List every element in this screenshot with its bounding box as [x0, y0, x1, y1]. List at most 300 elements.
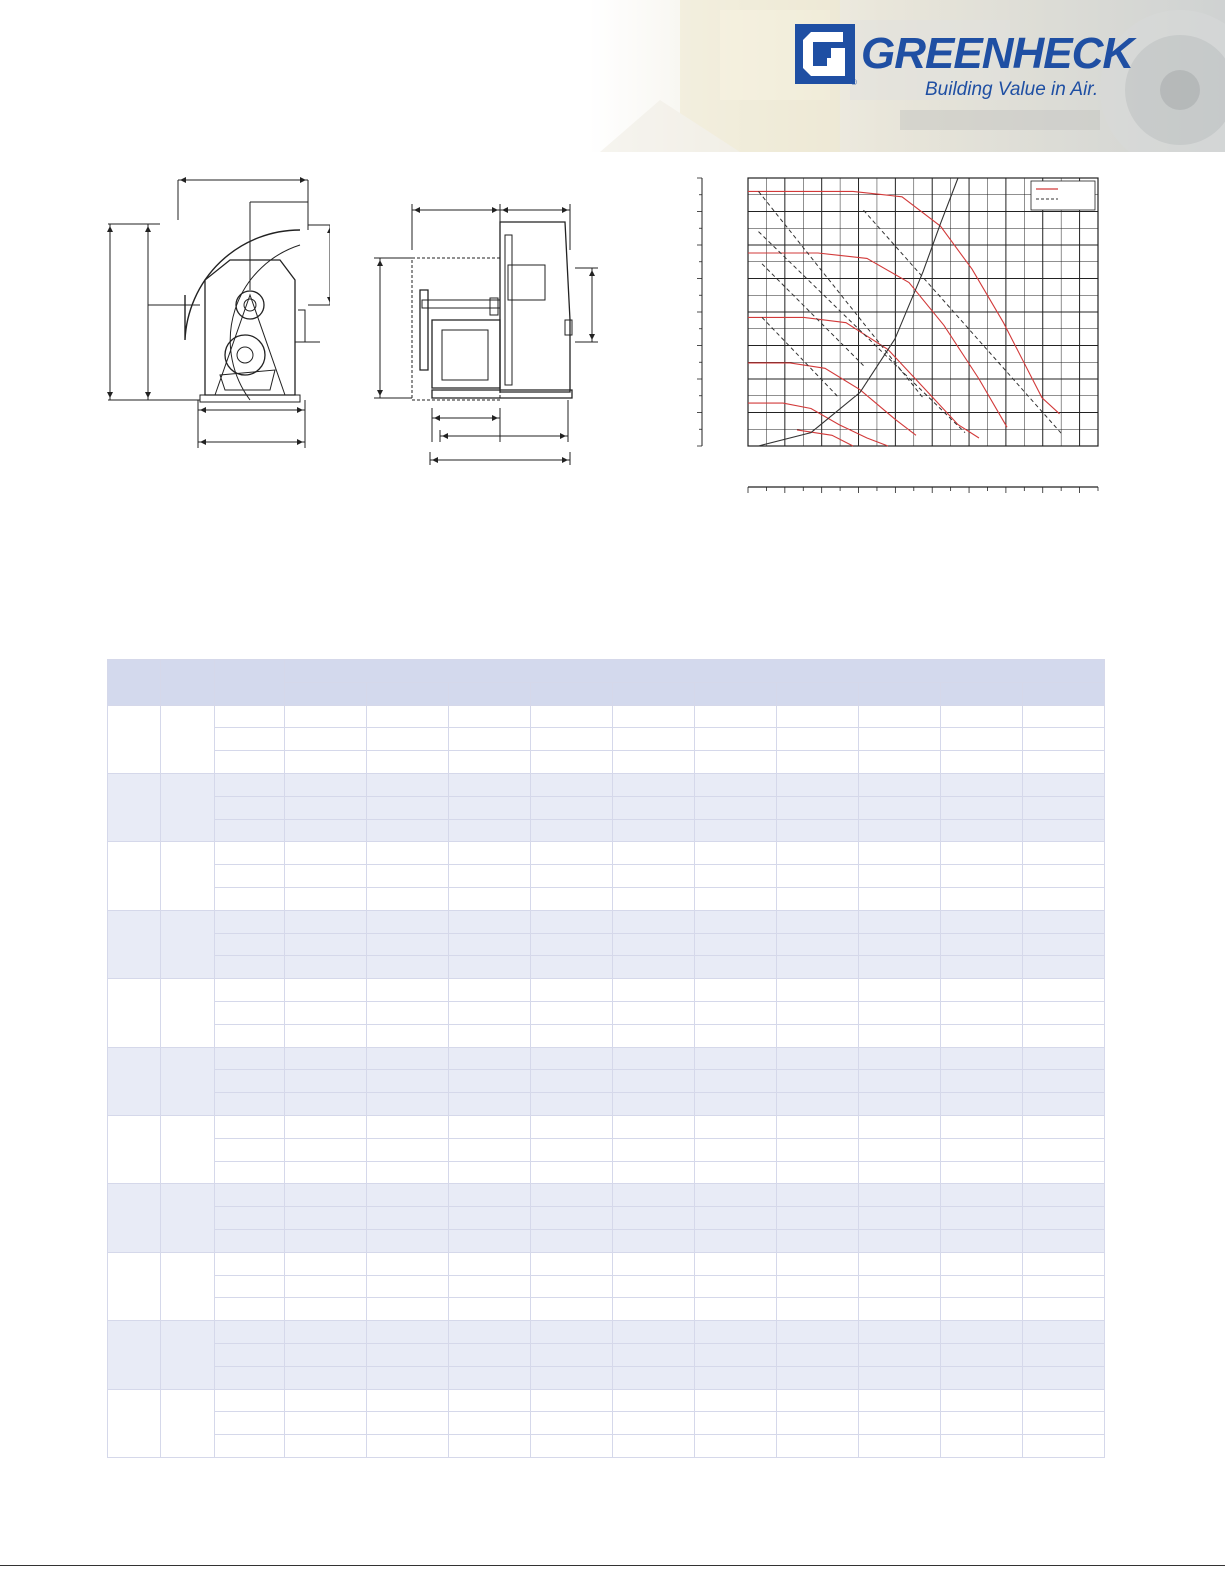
row-label-cell: [215, 1366, 285, 1389]
table-cell: [531, 842, 613, 865]
table-cell: [285, 1412, 367, 1435]
table-cell: [613, 773, 695, 796]
table-cell: [449, 1366, 531, 1389]
table-cell: [1023, 1366, 1105, 1389]
table-cell: [367, 1229, 449, 1252]
table-cell: [777, 773, 859, 796]
header-subcell: [941, 682, 1023, 705]
row-label-cell: [215, 1435, 285, 1458]
table-cell: [531, 1389, 613, 1412]
header-subcell: [859, 682, 941, 705]
table-cell: [777, 751, 859, 774]
table-cell: [859, 1343, 941, 1366]
table-cell: [1023, 1229, 1105, 1252]
row-label-cell: [215, 887, 285, 910]
table-cell: [859, 1298, 941, 1321]
table-cell: [695, 1412, 777, 1435]
table-cell: [941, 796, 1023, 819]
table-cell: [531, 865, 613, 888]
table-cell: [531, 933, 613, 956]
table-row: [108, 910, 1105, 933]
table-cell: [367, 1343, 449, 1366]
row-label-cell: [215, 1001, 285, 1024]
header-subcell: [285, 682, 367, 705]
table-cell: [777, 865, 859, 888]
table-cell: [449, 1389, 531, 1412]
row-label-cell: [215, 1207, 285, 1230]
table-cell: [777, 1070, 859, 1093]
table-cell: [285, 1161, 367, 1184]
table-cell: [613, 1070, 695, 1093]
table-cell: [285, 1229, 367, 1252]
table-cell: [449, 1070, 531, 1093]
table-row: [108, 1093, 1105, 1116]
table-cell: [367, 1412, 449, 1435]
table-cell: [859, 728, 941, 751]
table-cell: [695, 819, 777, 842]
group-cell: [161, 842, 215, 910]
table-cell: [449, 1252, 531, 1275]
table-cell: [1023, 1093, 1105, 1116]
table-cell: [531, 1070, 613, 1093]
table-cell: [777, 887, 859, 910]
table-cell: [941, 1138, 1023, 1161]
table-row: [108, 1161, 1105, 1184]
table-cell: [449, 1275, 531, 1298]
table-cell: [941, 1321, 1023, 1344]
table-cell: [777, 1207, 859, 1230]
table-cell: [367, 796, 449, 819]
table-cell: [1023, 728, 1105, 751]
table-row: [108, 1047, 1105, 1070]
group-cell: [108, 1389, 161, 1457]
table-cell: [777, 1366, 859, 1389]
table-row: [108, 1070, 1105, 1093]
row-label-cell: [215, 1024, 285, 1047]
table-cell: [695, 1115, 777, 1138]
table-cell: [1023, 910, 1105, 933]
table-cell: [1023, 1047, 1105, 1070]
table-cell: [695, 728, 777, 751]
table-cell: [531, 887, 613, 910]
table-cell: [695, 1366, 777, 1389]
table-cell: [285, 1389, 367, 1412]
table-row: [108, 1343, 1105, 1366]
table-cell: [777, 1161, 859, 1184]
table-cell: [285, 728, 367, 751]
table-cell: [777, 1229, 859, 1252]
table-cell: [695, 979, 777, 1002]
table-cell: [941, 956, 1023, 979]
table-row: [108, 728, 1105, 751]
table-cell: [695, 705, 777, 728]
table-cell: [695, 910, 777, 933]
row-label-cell: [215, 956, 285, 979]
table-cell: [367, 1275, 449, 1298]
table-cell: [941, 1115, 1023, 1138]
table-cell: [695, 1321, 777, 1344]
table-cell: [695, 1138, 777, 1161]
table-cell: [859, 1412, 941, 1435]
table-cell: [941, 842, 1023, 865]
row-label-cell: [215, 728, 285, 751]
table-cell: [695, 751, 777, 774]
table-cell: [531, 773, 613, 796]
spec-table-header: [108, 660, 1105, 706]
row-label-cell: [215, 1070, 285, 1093]
table-cell: [613, 1275, 695, 1298]
table-cell: [859, 887, 941, 910]
table-cell: [1023, 1389, 1105, 1412]
table-cell: [859, 1093, 941, 1116]
table-cell: [613, 979, 695, 1002]
table-cell: [367, 1001, 449, 1024]
row-label-cell: [215, 819, 285, 842]
table-cell: [449, 887, 531, 910]
table-cell: [1023, 1207, 1105, 1230]
table-cell: [777, 1389, 859, 1412]
table-cell: [695, 1298, 777, 1321]
table-cell: [695, 1047, 777, 1070]
table-cell: [695, 842, 777, 865]
table-cell: [285, 1252, 367, 1275]
table-cell: [1023, 751, 1105, 774]
row-label-cell: [215, 1229, 285, 1252]
table-cell: [1023, 1298, 1105, 1321]
table-cell: [285, 1184, 367, 1207]
table-row: [108, 1389, 1105, 1412]
table-cell: [859, 910, 941, 933]
table-cell: [613, 1115, 695, 1138]
table-cell: [941, 979, 1023, 1002]
table-cell: [695, 1435, 777, 1458]
row-label-cell: [215, 1321, 285, 1344]
table-cell: [613, 1298, 695, 1321]
table-cell: [859, 1435, 941, 1458]
table-cell: [531, 1047, 613, 1070]
table-cell: [859, 796, 941, 819]
table-cell: [941, 1024, 1023, 1047]
table-cell: [285, 1138, 367, 1161]
brand-name: GREENHECK: [861, 29, 1134, 78]
table-cell: [941, 1366, 1023, 1389]
table-cell: [449, 1321, 531, 1344]
group-cell: [108, 773, 161, 841]
table-cell: [941, 1229, 1023, 1252]
table-cell: [367, 1047, 449, 1070]
table-cell: [449, 1047, 531, 1070]
row-label-cell: [215, 773, 285, 796]
table-cell: [941, 773, 1023, 796]
table-cell: [367, 1138, 449, 1161]
table-cell: [859, 1024, 941, 1047]
table-cell: [367, 887, 449, 910]
table-cell: [449, 705, 531, 728]
header-subcell: [367, 682, 449, 705]
table-cell: [695, 1389, 777, 1412]
group-cell: [161, 1047, 215, 1115]
group-cell: [161, 1389, 215, 1457]
table-cell: [285, 1343, 367, 1366]
table-cell: [285, 796, 367, 819]
table-cell: [695, 1252, 777, 1275]
table-cell: [449, 796, 531, 819]
footer-rule: [0, 1565, 1225, 1566]
table-cell: [777, 796, 859, 819]
table-cell: [1023, 1138, 1105, 1161]
greenheck-logo: [795, 24, 1134, 104]
table-cell: [941, 751, 1023, 774]
table-cell: [859, 1184, 941, 1207]
table-cell: [613, 933, 695, 956]
table-cell: [777, 1435, 859, 1458]
table-cell: [777, 1024, 859, 1047]
table-cell: [367, 1366, 449, 1389]
header-subcell: [531, 682, 613, 705]
table-cell: [613, 1252, 695, 1275]
table-cell: [613, 865, 695, 888]
table-cell: [777, 933, 859, 956]
group-cell: [108, 910, 161, 978]
row-label-cell: [215, 1298, 285, 1321]
table-cell: [1023, 933, 1105, 956]
row-label-cell: [215, 1343, 285, 1366]
table-cell: [1023, 1412, 1105, 1435]
table-cell: [859, 865, 941, 888]
table-cell: [777, 1047, 859, 1070]
table-cell: [367, 1321, 449, 1344]
table-cell: [941, 1389, 1023, 1412]
row-label-cell: [215, 1093, 285, 1116]
table-cell: [285, 1001, 367, 1024]
table-cell: [367, 979, 449, 1002]
row-label-cell: [215, 842, 285, 865]
table-row: [108, 1138, 1105, 1161]
table-cell: [449, 819, 531, 842]
table-cell: [777, 1001, 859, 1024]
table-cell: [531, 910, 613, 933]
legend-box: [1031, 181, 1095, 210]
table-cell: [859, 842, 941, 865]
table-cell: [285, 1435, 367, 1458]
row-label-cell: [215, 1161, 285, 1184]
group-cell: [161, 910, 215, 978]
table-cell: [777, 1412, 859, 1435]
table-cell: [449, 1343, 531, 1366]
table-cell: [941, 1343, 1023, 1366]
table-cell: [613, 1047, 695, 1070]
greenheck-logo-mark-icon: [795, 24, 855, 84]
table-cell: [367, 1389, 449, 1412]
table-cell: [613, 796, 695, 819]
table-cell: [941, 910, 1023, 933]
table-cell: [777, 910, 859, 933]
table-cell: [859, 1161, 941, 1184]
table-cell: [285, 1275, 367, 1298]
table-cell: [531, 1252, 613, 1275]
table-cell: [613, 1024, 695, 1047]
table-cell: [285, 705, 367, 728]
table-cell: [1023, 842, 1105, 865]
table-cell: [695, 1001, 777, 1024]
table-cell: [613, 1093, 695, 1116]
table-cell: [367, 705, 449, 728]
table-row: [108, 1252, 1105, 1275]
header-cell: [215, 660, 285, 706]
table-cell: [1023, 865, 1105, 888]
header-subcell: [613, 682, 695, 705]
table-cell: [367, 865, 449, 888]
table-cell: [941, 1047, 1023, 1070]
table-cell: [531, 1229, 613, 1252]
header-subcell: [449, 682, 531, 705]
table-cell: [449, 1207, 531, 1230]
table-cell: [1023, 1275, 1105, 1298]
table-cell: [613, 705, 695, 728]
table-cell: [449, 1412, 531, 1435]
table-row: [108, 1435, 1105, 1458]
table-cell: [449, 1093, 531, 1116]
group-cell: [161, 705, 215, 773]
header-cell: [161, 660, 215, 706]
table-cell: [449, 1138, 531, 1161]
group-cell: [108, 705, 161, 773]
table-cell: [449, 842, 531, 865]
table-cell: [367, 1435, 449, 1458]
row-label-cell: [215, 751, 285, 774]
table-cell: [1023, 1001, 1105, 1024]
table-cell: [531, 1207, 613, 1230]
table-cell: [285, 819, 367, 842]
table-cell: [285, 773, 367, 796]
table-cell: [531, 1161, 613, 1184]
table-cell: [367, 1161, 449, 1184]
spec-table-body: [108, 705, 1105, 1457]
group-cell: [161, 1115, 215, 1183]
table-cell: [367, 1207, 449, 1230]
table-cell: [531, 1093, 613, 1116]
table-cell: [1023, 1024, 1105, 1047]
group-cell: [161, 1184, 215, 1252]
table-cell: [777, 705, 859, 728]
table-cell: [449, 1161, 531, 1184]
table-cell: [941, 1161, 1023, 1184]
table-cell: [613, 1207, 695, 1230]
table-cell: [613, 1389, 695, 1412]
table-row: [108, 819, 1105, 842]
table-cell: [285, 1207, 367, 1230]
table-row: [108, 1275, 1105, 1298]
table-row: [108, 887, 1105, 910]
table-cell: [613, 1138, 695, 1161]
table-cell: [1023, 705, 1105, 728]
table-cell: [695, 1229, 777, 1252]
table-cell: [777, 1252, 859, 1275]
table-cell: [1023, 1343, 1105, 1366]
header-subcell: [777, 682, 859, 705]
table-cell: [613, 956, 695, 979]
table-cell: [449, 1001, 531, 1024]
table-cell: [449, 956, 531, 979]
table-cell: [859, 1275, 941, 1298]
row-label-cell: [215, 1115, 285, 1138]
table-cell: [695, 1343, 777, 1366]
table-cell: [531, 1001, 613, 1024]
row-label-cell: [215, 705, 285, 728]
table-cell: [777, 1184, 859, 1207]
table-cell: [695, 1275, 777, 1298]
table-cell: [859, 1070, 941, 1093]
table-cell: [859, 1252, 941, 1275]
table-cell: [449, 773, 531, 796]
table-cell: [531, 1298, 613, 1321]
table-cell: [285, 1321, 367, 1344]
group-cell: [108, 979, 161, 1047]
group-cell: [161, 1321, 215, 1389]
row-label-cell: [215, 865, 285, 888]
table-cell: [613, 819, 695, 842]
table-cell: [613, 1435, 695, 1458]
table-cell: [695, 1184, 777, 1207]
table-cell: [941, 705, 1023, 728]
table-cell: [1023, 1321, 1105, 1344]
table-cell: [1023, 1161, 1105, 1184]
table-cell: [449, 979, 531, 1002]
table-cell: [941, 865, 1023, 888]
table-cell: [777, 1298, 859, 1321]
table-cell: [449, 910, 531, 933]
table-row: [108, 751, 1105, 774]
table-cell: [941, 1070, 1023, 1093]
table-row: [108, 979, 1105, 1002]
table-cell: [695, 1161, 777, 1184]
chart-left-axis: [697, 178, 702, 446]
chart-grid: [748, 178, 1098, 446]
table-cell: [695, 887, 777, 910]
table-row: [108, 1229, 1105, 1252]
table-cell: [859, 773, 941, 796]
table-cell: [285, 1070, 367, 1093]
table-cell: [695, 1207, 777, 1230]
table-row: [108, 1298, 1105, 1321]
table-cell: [449, 1435, 531, 1458]
table-cell: [695, 773, 777, 796]
table-row: [108, 1115, 1105, 1138]
table-cell: [777, 956, 859, 979]
table-cell: [613, 842, 695, 865]
table-cell: [1023, 956, 1105, 979]
table-cell: [531, 1184, 613, 1207]
table-cell: [859, 705, 941, 728]
table-cell: [613, 1229, 695, 1252]
table-cell: [695, 796, 777, 819]
table-cell: [613, 1184, 695, 1207]
table-cell: [367, 1024, 449, 1047]
table-cell: [777, 728, 859, 751]
table-cell: [941, 1275, 1023, 1298]
table-cell: [285, 887, 367, 910]
header-banner: [0, 0, 1225, 152]
table-row: [108, 796, 1105, 819]
table-row: [108, 1412, 1105, 1435]
table-cell: [367, 1093, 449, 1116]
table-cell: [285, 1024, 367, 1047]
table-cell: [367, 1070, 449, 1093]
table-row: [108, 773, 1105, 796]
table-cell: [531, 956, 613, 979]
table-cell: [613, 751, 695, 774]
table-cell: [941, 933, 1023, 956]
